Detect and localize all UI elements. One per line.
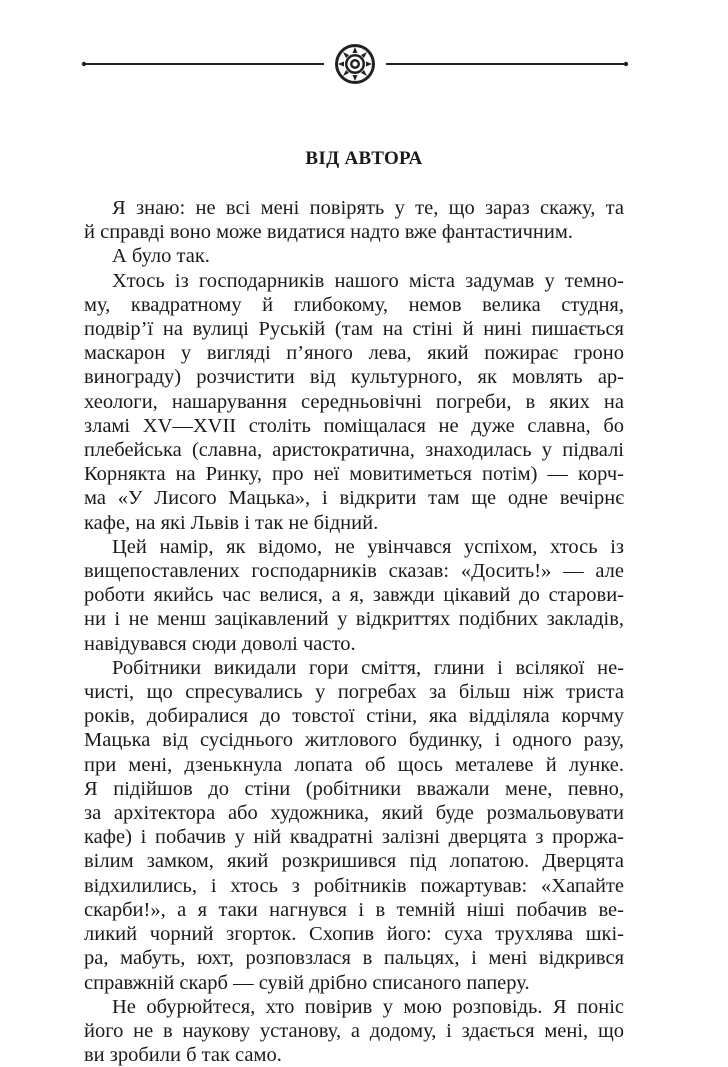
text-line: при мені, дзенькнула лопата об щось металеве й лунке. <box>84 753 624 776</box>
text-line: й справді воно може видатися надто вже фантастичним. <box>84 221 573 244</box>
text-line: винограду) розчистити від культурного, як мовлять ар- <box>84 366 624 389</box>
text-line: му, квадратному й глибокому, немов велика студня, <box>84 293 624 316</box>
text-line: відхилились, і хтось з робітників пожартував: «Хапайте <box>84 874 624 897</box>
paragraph <box>84 535 624 656</box>
text-line: років, добиралися до товстої стіни, яка відділяла корчму <box>84 705 624 728</box>
text-line: А було так. <box>112 245 210 268</box>
text-line: Не обурюйтеся, хто повірив у мою розповідь. Я поніс <box>112 995 624 1018</box>
paragraph <box>84 196 624 244</box>
text-line: чисті, що спресувались у погребах за більш ніж триста <box>84 681 624 704</box>
sunflower-rosette-icon <box>335 44 375 84</box>
text-line: за архітектора або художника, який буде розмальовувати <box>84 802 624 825</box>
text-line: навідувався сюди доволі часто. <box>84 632 356 655</box>
text-line: його не в наукову установу, а додому, і здається мені, що <box>84 1019 624 1042</box>
text-line: ви зробили б так само. <box>84 1044 282 1067</box>
ornament-divider <box>80 44 630 84</box>
paragraph <box>84 244 624 268</box>
text-line: вілим замком, який розкришився під лопатою. Дверцята <box>84 850 624 873</box>
text-line: ра, мабуть, юхт, розповзлася в пальцях, і мені відкрився <box>84 947 624 970</box>
text-line: Робітники викидали гори сміття, глини і всілякої не- <box>112 656 624 679</box>
text-line: скарби!», а я таки нагнувся і в темній ніші побачив ве- <box>84 898 624 921</box>
text-line: справжній скарб — сувій дрібно списаного паперу. <box>84 971 530 994</box>
text-line: зламі XV—XVII століть поміщалася не дуже славна, бо <box>84 414 624 437</box>
paragraph <box>84 269 624 535</box>
text-line: ма «У Лисого Мацька», і відкрити там ще одне вечірнє <box>84 487 624 510</box>
text-line: маскарон у вигляді п’яного лева, який пожирає гроно <box>84 342 624 365</box>
text-line: плебейська (славна, аристократична, знаходилась у підвалі <box>84 439 624 462</box>
text-line: кафе) і побачив у ній квадратні залізні дверцята з проржа- <box>84 826 624 849</box>
text-line: ни і не менш зацікавлений у відкриттях подібних закладів, <box>84 608 624 631</box>
body-text <box>84 196 624 1067</box>
text-line: Мацька від сусіднього житлового будинку, і одного разу, <box>84 729 624 752</box>
text-line: кафе, на які Львів і так не бідний. <box>84 511 379 534</box>
text-line: Корнякта на Ринку, про неї мовитиметься потім) — корч- <box>84 463 624 486</box>
text-line: вищепоставлених господарників сказав: «Досить!» — але <box>84 560 624 583</box>
text-line: ликий чорний згорток. Схопив його: суха трухлява шкі- <box>84 923 624 946</box>
text-line: Я підійшов до стіни (робітники вважали мене, певно, <box>84 777 624 800</box>
text-line: Цей намір, як відомо, не увінчався успіхом, хтось із <box>112 535 624 558</box>
text-line: хеологи, нашарування середньовічні погреби, в яких на <box>84 390 624 413</box>
section-heading: ВІД АВТОРА <box>305 148 423 169</box>
text-line: роботи якийсь час велися, а я, завжди цікавий до старови- <box>84 584 624 607</box>
paragraph <box>84 656 624 995</box>
text-line: Хтось із господарників нашого міста задумав у темно- <box>112 269 624 292</box>
text-line: подвір’ї на вулиці Руській (там на стіні й нині пишається <box>84 318 624 341</box>
text-line: Я знаю: не всі мені повірять у те, що зараз скажу, та <box>112 197 624 219</box>
paragraph <box>84 995 624 1067</box>
